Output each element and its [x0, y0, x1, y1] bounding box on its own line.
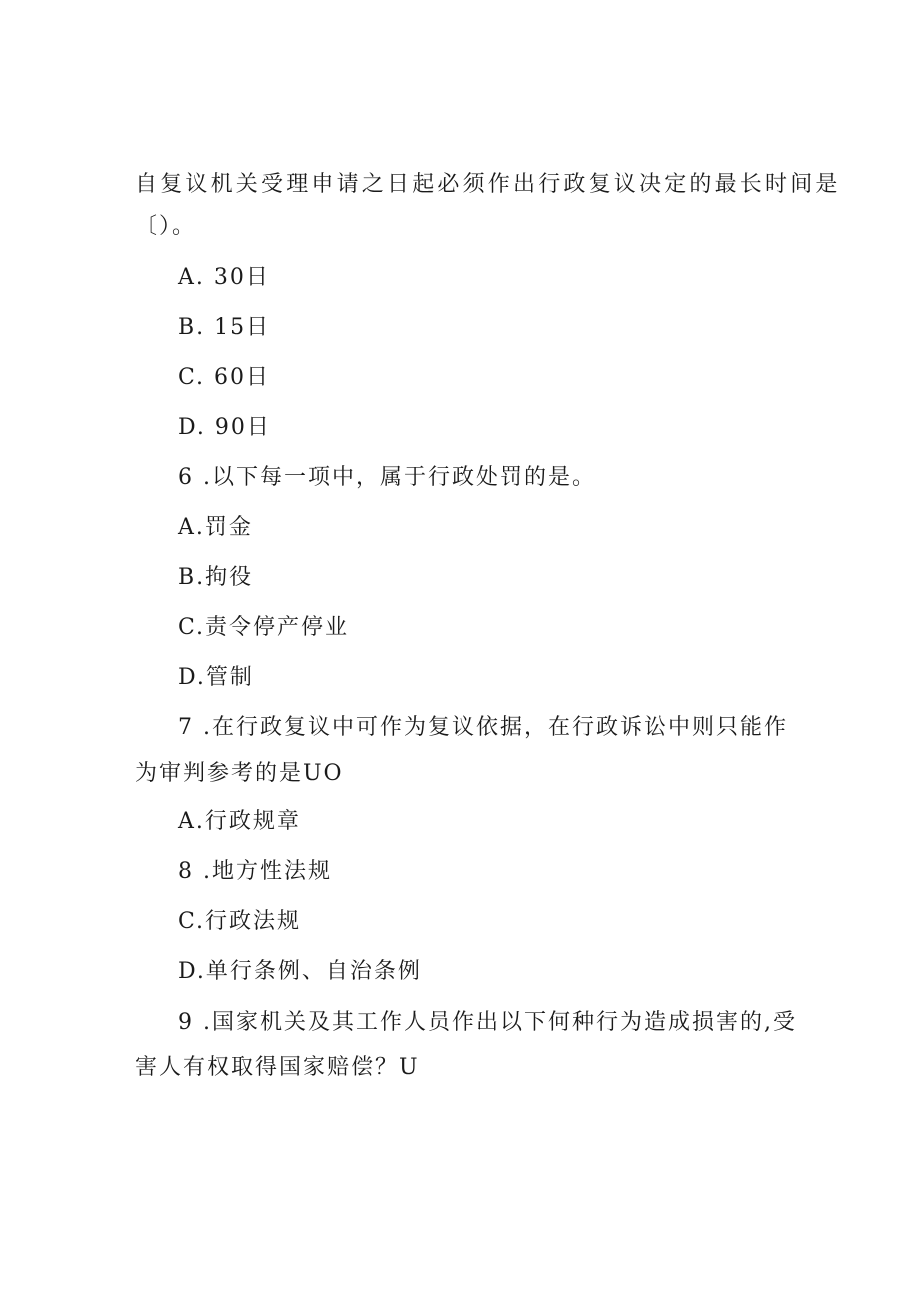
- question-8-option-c: C.行政法规: [178, 909, 302, 934]
- question-5-option-b: B. 15日: [178, 315, 271, 340]
- question-5-option-c: C. 60日: [178, 365, 271, 390]
- question-7-stem-line-1: 7 .在行政复议中可作为复议依据，在行政诉讼中则只能作: [178, 715, 788, 740]
- question-8-stem: 8 .地方性法规: [178, 859, 332, 884]
- question-8-option-d: D.单行条例、自治条例: [178, 959, 422, 984]
- question-9-stem-line-2: 害人有权取得国家赔偿？U: [135, 1055, 420, 1080]
- question-6-option-b: B.拘役: [178, 565, 254, 590]
- question-5-option-a: A. 30日: [178, 265, 270, 290]
- question-9-stem-line-1: 9 .国家机关及其工作人员作出以下何种行为造成损害的,受: [178, 1010, 797, 1035]
- question-5-stem-line-1: 自复议机关受理申请之日起必须作出行政复议决定的最长时间是: [135, 172, 841, 197]
- question-6-option-d: D.管制: [178, 665, 254, 690]
- question-6-option-c: C.责令停产停业: [178, 615, 350, 640]
- question-7-stem-line-2: 为审判参考的是UO: [135, 761, 344, 786]
- question-7-option-a: A.行政规章: [178, 809, 301, 834]
- question-6-stem: 6 .以下每一项中，属于行政处罚的是。: [178, 465, 596, 490]
- question-6-option-a: A.罚金: [178, 515, 253, 540]
- question-5-stem-line-2: 〔）。: [135, 214, 197, 239]
- question-5-option-d: D. 90日: [178, 415, 271, 440]
